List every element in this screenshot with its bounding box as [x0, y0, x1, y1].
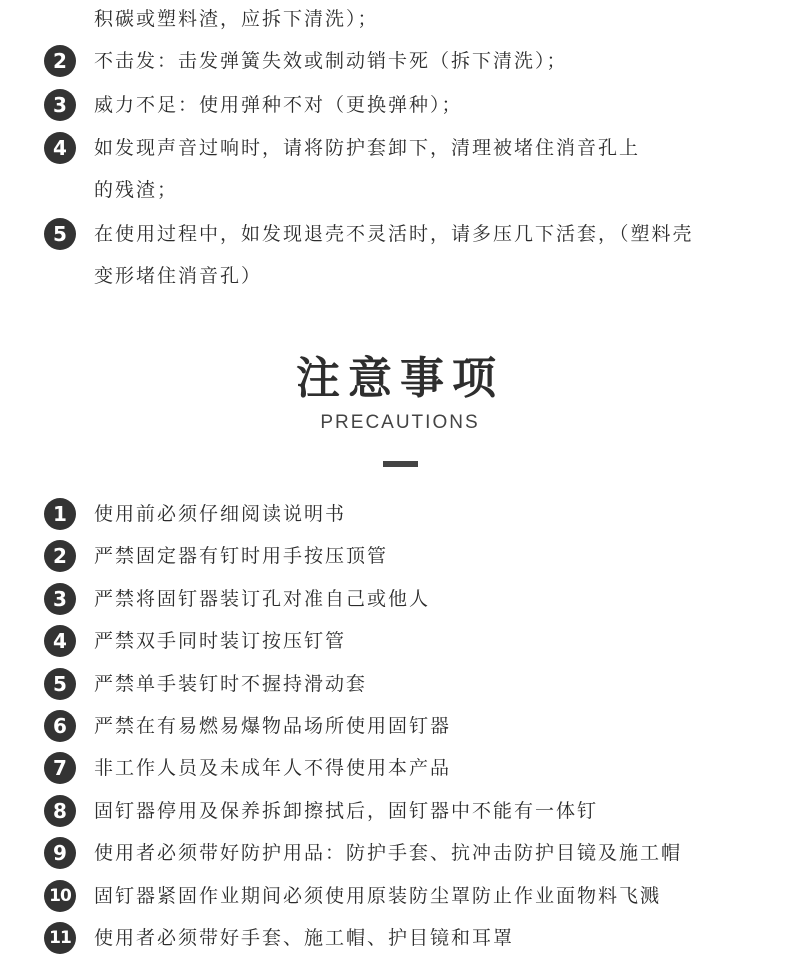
list-item — [44, 880, 780, 922]
list-item — [44, 213, 780, 299]
item-text-continued: 的残渣； — [94, 179, 179, 201]
number-badge: 4 — [44, 625, 76, 657]
number-badge: 10 — [44, 880, 76, 912]
number-badge: 1 — [44, 498, 76, 530]
list-item — [44, 498, 780, 540]
list-item — [44, 752, 780, 794]
list-item — [44, 837, 780, 879]
item-text: 严禁将固钉器装订孔对准自己或他人 — [94, 587, 431, 610]
item-text: 固钉器紧固作业期间必须使用原装防尘罩防止作业面物料飞溅 — [94, 884, 662, 907]
item-text: 威力不足：使用弹种不对（更换弹种）； — [94, 94, 463, 116]
list-item — [44, 40, 780, 84]
item-text: 使用者必须带好手套、施工帽、护目镜和耳罩 — [94, 926, 515, 949]
number-badge: 8 — [44, 795, 76, 827]
number-badge: 5 — [44, 668, 76, 700]
list-item — [44, 84, 780, 127]
list-item — [44, 795, 780, 837]
continuation-text: 积碳或塑料渣，应拆下清洗）； — [94, 8, 379, 30]
list-item — [44, 540, 780, 582]
item-text: 不击发：击发弹簧失效或制动销卡死（拆下清洗）； — [94, 50, 568, 72]
number-badge: 2 — [44, 45, 76, 77]
troubleshooting-list — [44, 40, 780, 299]
number-badge: 11 — [44, 922, 76, 954]
number-badge: 3 — [44, 583, 76, 615]
item-text: 在使用过程中，如发现退壳不灵活时，请多压几下活套，（塑料壳 — [94, 223, 694, 245]
section-title: 注意事项 — [296, 353, 504, 404]
list-item — [44, 583, 780, 625]
number-badge: 9 — [44, 837, 76, 869]
number-badge: 2 — [44, 540, 76, 572]
item-text-continued: 变形堵住消音孔） — [94, 265, 263, 287]
item-text: 使用前必须仔细阅读说明书 — [94, 503, 347, 525]
number-badge: 5 — [44, 218, 76, 250]
item-text: 严禁固定器有钉时用手按压顶管 — [94, 545, 389, 568]
list-item — [44, 710, 780, 752]
number-badge: 4 — [44, 132, 76, 164]
item-text: 使用者必须带好防护用品：防护手套、抗冲击防护目镜及施工帽 — [94, 842, 683, 865]
item-text: 严禁在有易燃易爆物品场所使用固钉器 — [94, 714, 452, 737]
list-item — [44, 668, 780, 710]
number-badge: 3 — [44, 89, 76, 121]
item-text: 如发现声音过响时，请将防护套卸下，清理被堵住消音孔上 — [94, 137, 641, 159]
item-text: 非工作人员及未成年人不得使用本产品 — [94, 757, 452, 780]
list-item — [44, 922, 780, 964]
list-item — [44, 625, 780, 667]
list-item — [44, 127, 780, 213]
title-divider — [383, 461, 418, 467]
number-badge: 6 — [44, 710, 76, 742]
number-badge: 7 — [44, 752, 76, 784]
precautions-list — [44, 498, 780, 964]
item-text: 严禁单手装钉时不握持滑动套 — [94, 672, 368, 695]
section-subtitle: PRECAUTIONS — [320, 412, 480, 433]
item-text: 固钉器停用及保养拆卸擦拭后，固钉器中不能有一体钉 — [94, 799, 599, 822]
item-text: 严禁双手同时装订按压钉管 — [94, 630, 347, 653]
